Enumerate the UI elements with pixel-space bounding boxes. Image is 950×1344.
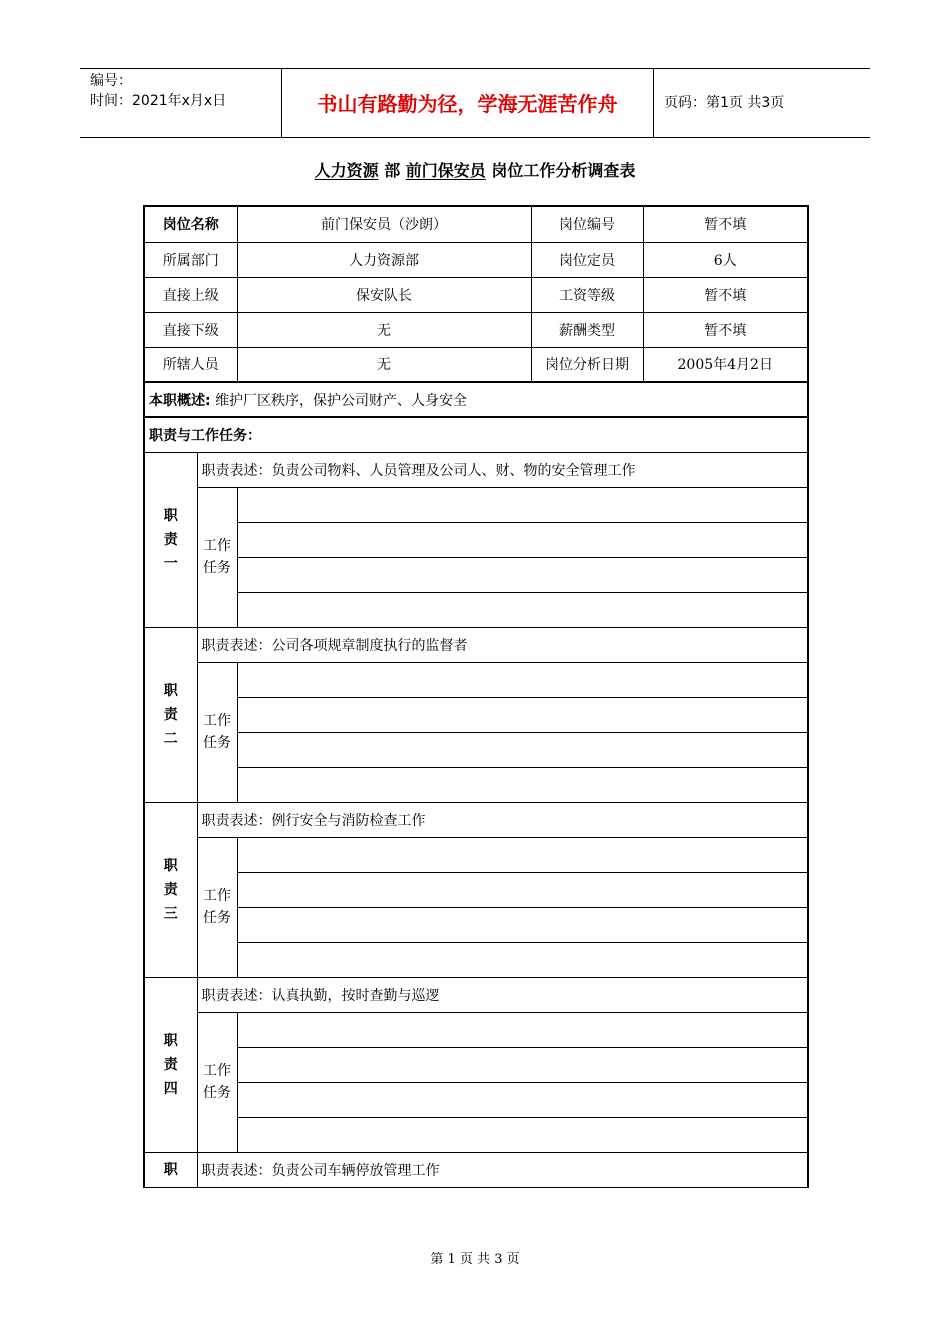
- task-row: [144, 942, 808, 977]
- info-value: 2005年4月2日: [643, 347, 808, 382]
- info-value: 无: [237, 347, 531, 382]
- duty-row: [144, 627, 808, 662]
- task-label: 工作: [203, 538, 231, 554]
- duty-label-char: 职: [163, 857, 178, 874]
- page-footer: 第 1 页 共 3 页: [430, 1252, 520, 1267]
- duties-header-row: [144, 417, 808, 452]
- task-blank[interactable]: [237, 872, 808, 907]
- info-label: 直接上级: [144, 277, 237, 312]
- info-value: 人力资源部: [237, 242, 531, 277]
- header-meta: [80, 69, 281, 137]
- task-row: [144, 1012, 808, 1047]
- info-label: 工资等级: [531, 277, 643, 312]
- task-row: [144, 1082, 808, 1117]
- info-value: 暂不填: [643, 206, 808, 242]
- task-row: [144, 697, 808, 732]
- task-row: [144, 1047, 808, 1082]
- info-label: 所属部门: [144, 242, 237, 277]
- duty-label-char: 职: [163, 682, 178, 699]
- job-analysis-table: [143, 205, 809, 1188]
- task-label: 任务: [203, 735, 231, 751]
- task-blank[interactable]: [237, 522, 808, 557]
- info-row: [144, 277, 808, 312]
- task-blank[interactable]: [237, 837, 808, 872]
- duty-label-cell: [144, 977, 197, 1152]
- duty-label-char: 四: [163, 1080, 178, 1097]
- number-label: 编号：: [90, 73, 132, 89]
- duty-row: [144, 1152, 808, 1187]
- duty-label-cell: [144, 627, 197, 802]
- task-row: [144, 767, 808, 802]
- task-blank[interactable]: [237, 662, 808, 697]
- task-row: [144, 592, 808, 627]
- task-row: [144, 487, 808, 522]
- task-blank[interactable]: [237, 697, 808, 732]
- summary-label: 本职概述:: [149, 392, 211, 409]
- title-dept: 人力资源: [314, 161, 379, 180]
- header-page-code: 页码：第1页 共3页: [664, 95, 785, 111]
- task-row: [144, 662, 808, 697]
- title-dept-suffix: 部: [384, 161, 401, 180]
- task-label-cell: [197, 1012, 237, 1152]
- duty-row: [144, 452, 808, 487]
- task-blank[interactable]: [237, 1012, 808, 1047]
- info-label: 岗位分析日期: [531, 347, 643, 382]
- task-row: [144, 522, 808, 557]
- duty-label-cell: 职: [144, 1152, 197, 1187]
- duty-label-char: 职: [163, 1032, 178, 1049]
- task-label-cell: [197, 662, 237, 802]
- info-value: 无: [237, 312, 531, 347]
- duty-row: [144, 977, 808, 1012]
- duty-label-char: 职: [163, 507, 178, 524]
- duty-description: 职责表述：负责公司车辆停放管理工作: [197, 1152, 808, 1187]
- summary-text: 维护厂区秩序，保护公司财产、人身安全: [215, 392, 468, 409]
- duty-label-char: 三: [163, 905, 178, 922]
- task-row: [144, 872, 808, 907]
- page-title: [0, 158, 950, 181]
- task-row: [144, 907, 808, 942]
- duty-label-char: 责: [163, 706, 178, 723]
- info-value: 保安队长: [237, 277, 531, 312]
- task-label: 工作: [203, 713, 231, 729]
- task-blank[interactable]: [237, 732, 808, 767]
- task-row: [144, 557, 808, 592]
- task-row: [144, 732, 808, 767]
- info-value: 暂不填: [643, 312, 808, 347]
- info-value: 6人: [643, 242, 808, 277]
- info-label: 薪酬类型: [531, 312, 643, 347]
- duty-label-char: 二: [163, 730, 178, 747]
- info-value: 前门保安员（沙朗）: [237, 206, 531, 242]
- duty-description: 职责表述：负责公司物料、人员管理及公司人、财、物的安全管理工作: [197, 452, 808, 487]
- task-label: 工作: [203, 888, 231, 904]
- duties-header: 职责与工作任务：: [144, 417, 808, 452]
- info-row: [144, 347, 808, 382]
- task-blank[interactable]: [237, 767, 808, 802]
- info-value: 暂不填: [643, 277, 808, 312]
- duty-label-char: 责: [163, 531, 178, 548]
- info-row: [144, 312, 808, 347]
- time-label: 时间：2021年x月x日: [90, 93, 227, 109]
- task-label: 任务: [203, 1085, 231, 1101]
- task-blank[interactable]: [237, 907, 808, 942]
- task-blank[interactable]: [237, 1047, 808, 1082]
- info-label: 岗位名称: [144, 206, 237, 242]
- task-row: [144, 1117, 808, 1152]
- title-position: 前门保安员: [405, 161, 486, 180]
- header-slogan: 书山有路勤为径，学海无涯苦作舟: [281, 69, 654, 137]
- duty-description: 职责表述：例行安全与消防检查工作: [197, 802, 808, 837]
- task-row: [144, 837, 808, 872]
- task-label: 任务: [203, 910, 231, 926]
- task-blank[interactable]: [237, 487, 808, 522]
- info-label: 岗位定员: [531, 242, 643, 277]
- task-label: 工作: [203, 1063, 231, 1079]
- duty-label-char: 一: [163, 555, 178, 572]
- info-label: 岗位编号: [531, 206, 643, 242]
- task-blank[interactable]: [237, 592, 808, 627]
- task-blank[interactable]: [237, 942, 808, 977]
- duty-label-cell: [144, 452, 197, 627]
- task-label: 任务: [203, 560, 231, 576]
- summary-cell: [144, 382, 808, 417]
- info-label: 直接下级: [144, 312, 237, 347]
- duty-description: 职责表述：公司各项规章制度执行的监督者: [197, 627, 808, 662]
- title-suffix: 岗位工作分析调查表: [491, 161, 636, 180]
- info-label: 所辖人员: [144, 347, 237, 382]
- duty-label-char: 责: [163, 1056, 178, 1073]
- document-header: [80, 68, 870, 138]
- task-blank[interactable]: [237, 557, 808, 592]
- duty-description: 职责表述：认真执勤，按时查勤与巡逻: [197, 977, 808, 1012]
- task-label-cell: [197, 487, 237, 627]
- duty-label-cell: [144, 802, 197, 977]
- summary-row: [144, 382, 808, 417]
- task-label-cell: [197, 837, 237, 977]
- task-blank[interactable]: [237, 1117, 808, 1152]
- task-blank[interactable]: [237, 1082, 808, 1117]
- info-row: [144, 206, 808, 242]
- info-row: [144, 242, 808, 277]
- duty-row: [144, 802, 808, 837]
- duty-label-char: 责: [163, 881, 178, 898]
